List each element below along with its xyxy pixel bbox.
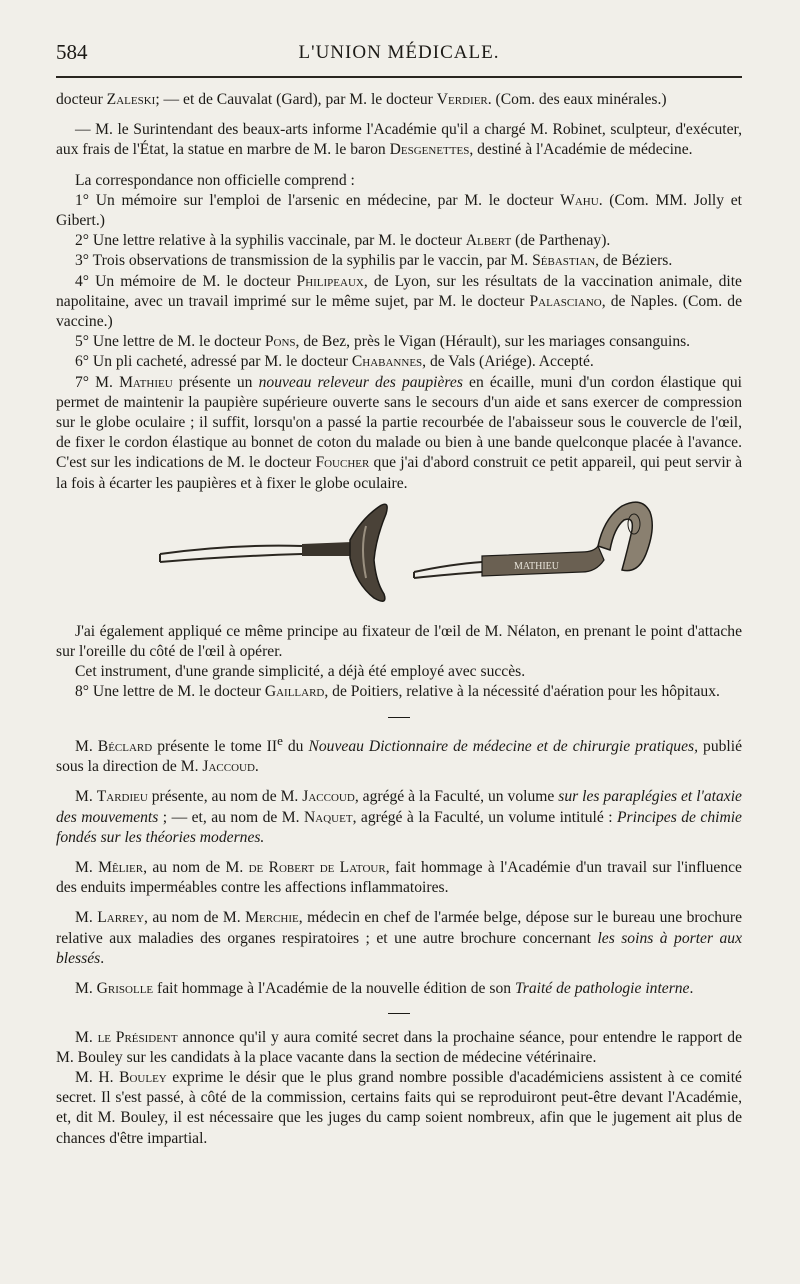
list-item-1: 1° Un mémoire sur l'emploi de l'arsenic en médecine, par M. le docteur Wahu. (Com. MM. Jolly et Gibert.) [56, 191, 742, 230]
instrument-figure [56, 498, 742, 620]
section-separator [56, 707, 742, 727]
header-rule [56, 76, 742, 78]
paragraph-beclard: M. Béclard présente le tome IIe du Nouveau Dictionnaire de médecine et de chirurgie pratiques, publié sous la direction de M. Jaccoud. [56, 732, 742, 776]
instrument-engraving: MATHIEU [514, 560, 559, 572]
paragraph-president: M. le Président annonce qu'il y aura comité secret dans la prochaine séance, pour entendre le rapport de M. Bouley sur les candidats à la place vacante dans la section de médecine vétérinaire. [56, 1028, 742, 1066]
section-separator-2 [56, 1003, 742, 1023]
running-title: L'UNION MÉDICALE. [298, 42, 500, 63]
eyelid-retractor-illustration [152, 498, 672, 618]
paragraph-tardieu: M. Tardieu présente, au nom de M. Jaccoud, agrégé à la Faculté, un volume sur les paraplégies et l'ataxie des mouvements ; — et, au nom de M. Naquet, agrégé à la Faculté, un volume intitulé : Principes de chimie fondés sur les théories modernes. [56, 788, 742, 846]
list-item-7: 7° M. Mathieu présente un nouveau releveur des paupières en écaille, muni d'un cordon élastique qui permet de maintenir la paupière supérieure ouverte sans le secours d'un aide et sans exercer de compression sur le globe oculaire ; il suffit, lorsqu'on a passé la partie recourbée de l'abaisseur sous le couvercle de l'œil, de fixer le cordon élastique au bonnet de coton du malade ou bien à une bande quelconque placée à l'avance. C'est sur les indications de M. le docteur Foucher que j'ai d'abord construit ce petit appareil, qui peut servir à la fois à écarter les paupières et à fixer le globe oculaire. [56, 373, 742, 492]
list-item-6: 6° Un pli cacheté, adressé par M. le docteur Chabannes, de Vals (Ariége). Accepté. [75, 353, 594, 371]
list-item-8: 8° Une lettre de M. le docteur Gaillard, de Poitiers, relative à la nécessité d'aération pour les hôpitaux. [75, 683, 720, 701]
paragraph-bouley: M. H. Bouley exprime le désir que le plus grand nombre possible d'académiciens assistent à ce comité secret. Il s'est passé, à côté de la commission, certains faits qui se reproduiront peut-être devant l'Académie, et, dit M. Bouley, il est nécessaire que les juges du camp soient nombreux, afin que le jugement ait plus de chances d'être impartial. [56, 1068, 742, 1147]
list-item-3: 3° Trois observations de transmission de la syphilis par le vaccin, par M. Sébastian, de Béziers. [75, 252, 673, 270]
paragraph-nelaton: J'ai également appliqué ce même principe au fixateur de l'œil de M. Nélaton, en prenant le point d'attache sur l'oreille du côté de l'œil à opérer. [56, 622, 742, 661]
list-item-5: 5° Une lettre de M. le docteur Pons, de Bez, près le Vigan (Hérault), sur les mariages consanguins. [75, 333, 691, 351]
paragraph-larrey: M. Larrey, au nom de M. Merchie, médecin en chef de l'armée belge, dépose sur le bureau une brochure relative aux maladies des organes respiratoires ; et une autre brochure concernant les soins à porter aux blessés. [56, 909, 743, 967]
article-body [56, 90, 742, 1149]
paragraph-melier: M. Mêlier, au nom de M. de Robert de Latour, fait hommage à l'Académie d'un travail sur l'influence des enduits imperméables contre les affections inflammatoires. [56, 859, 742, 897]
paragraph-grisolle: M. Grisolle fait hommage à l'Académie de la nouvelle édition de son Traité de pathologie interne. [75, 980, 694, 998]
paragraph-surintendant: — M. le Surintendant des beaux-arts informe l'Académie qu'il a chargé M. Robinet, sculpteur, d'exécuter, aux frais de l'État, la statue en marbre de M. le baron Desgenettes, destiné à l'Académie de médecine. [56, 121, 742, 159]
list-item-2: 2° Une lettre relative à la syphilis vaccinale, par M. le docteur Albert (de Parthenay). [75, 232, 611, 250]
page-header [56, 36, 742, 66]
list-item-4: 4° Un mémoire de M. le docteur Philipeaux, de Lyon, sur les résultats de la vaccination animale, dite napolitaine, avec un travail imprimé sur le même sujet, par M. le docteur Palasciano, de Naples. (Com. de vaccine.) [56, 272, 742, 331]
paragraph-eaux-minerales: docteur Zaleski; — et de Cauvalat (Gard), par M. le docteur Verdier. (Com. des eaux minérales.) [56, 91, 667, 108]
paragraph-correspondance-heading: La correspondance non officielle comprend : [75, 171, 355, 189]
paragraph-simplicite: Cet instrument, d'une grande simplicité, a déjà été employé avec succès. [75, 663, 526, 681]
page-number: 584 [56, 40, 88, 64]
